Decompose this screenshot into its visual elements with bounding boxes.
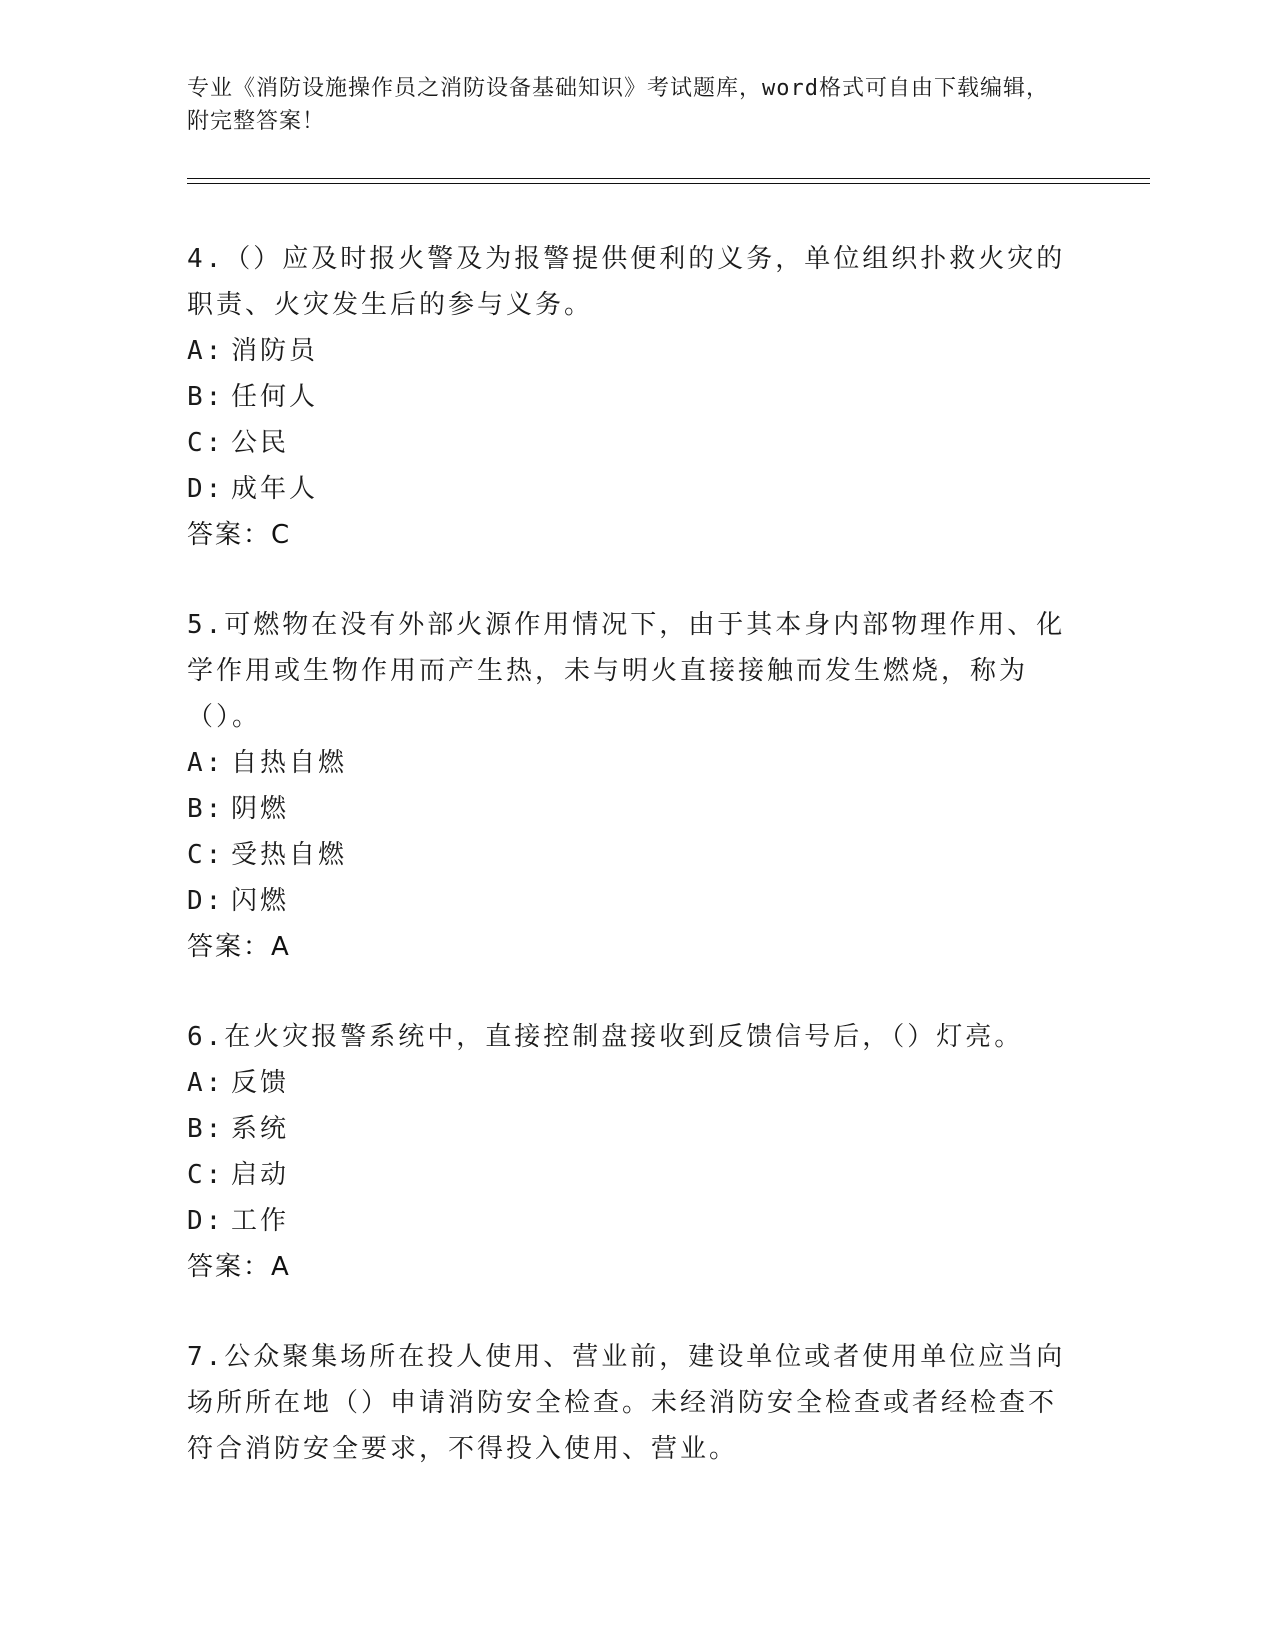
answer-line: 答案：A [187, 1252, 291, 1282]
header-divider-top [187, 178, 1150, 179]
question-list [187, 236, 1067, 1472]
option-letter: C: [187, 1160, 225, 1190]
spacer [187, 970, 1067, 1014]
option-d [187, 1198, 1067, 1244]
option-letter: A: [187, 1068, 225, 1098]
option-text: 公民 [231, 428, 290, 458]
spacer [187, 558, 1067, 602]
option-text: 自热自燃 [231, 748, 348, 778]
option-text: 反馈 [231, 1068, 290, 1098]
question-stem: 5.可燃物在没有外部火源作用情况下，由于其本身内部物理作用、化学作用或生物作用而产生热，未与明火直接接触而发生燃烧，称为（）。 [187, 610, 1066, 732]
option-letter: D: [187, 1206, 225, 1236]
question-stem: 7.公众聚集场所在投人使用、营业前，建设单位或者使用单位应当向场所所在地（）申请消防安全检查。未经消防安全检查或者经检查不符合消防安全要求，不得投入使用、营业。 [187, 1342, 1066, 1464]
answer-line: 答案：A [187, 932, 291, 962]
option-letter: C: [187, 428, 225, 458]
option-c [187, 832, 1067, 878]
option-d [187, 466, 1067, 512]
option-letter: B: [187, 382, 225, 412]
option-letter: D: [187, 474, 225, 504]
option-a [187, 328, 1067, 374]
question-5 [187, 602, 1067, 970]
option-letter: D: [187, 886, 225, 916]
option-text: 消防员 [231, 336, 319, 366]
header-divider-bottom [187, 183, 1150, 184]
option-d [187, 878, 1067, 924]
option-text: 任何人 [231, 382, 319, 412]
option-text: 工作 [231, 1206, 290, 1236]
option-letter: C: [187, 840, 225, 870]
option-b [187, 1106, 1067, 1152]
option-c [187, 420, 1067, 466]
option-c [187, 1152, 1067, 1198]
option-a [187, 1060, 1067, 1106]
option-letter: B: [187, 794, 225, 824]
answer-line: 答案：C [187, 520, 292, 550]
option-letter: B: [187, 1114, 225, 1144]
option-text: 系统 [231, 1114, 290, 1144]
question-stem: 6.在火灾报警系统中，直接控制盘接收到反馈信号后，（）灯亮。 [187, 1022, 1024, 1052]
option-letter: A: [187, 748, 225, 778]
option-letter: A: [187, 336, 225, 366]
question-7 [187, 1334, 1067, 1472]
option-text: 闪燃 [231, 886, 290, 916]
option-b [187, 374, 1067, 420]
option-text: 受热自燃 [231, 840, 348, 870]
question-6 [187, 1014, 1067, 1290]
spacer [187, 1290, 1067, 1334]
question-stem: 4.（）应及时报火警及为报警提供便利的义务，单位组织扑救火灾的职责、火灾发生后的参与义务。 [187, 244, 1066, 320]
option-b [187, 786, 1067, 832]
option-text: 成年人 [231, 474, 319, 504]
question-4 [187, 236, 1067, 558]
document-header: 专业《消防设施操作员之消防设备基础知识》考试题库，word格式可自由下载编辑，附完整答案！ [187, 76, 1049, 134]
option-text: 阴燃 [231, 794, 290, 824]
option-a [187, 740, 1067, 786]
option-text: 启动 [231, 1160, 290, 1190]
